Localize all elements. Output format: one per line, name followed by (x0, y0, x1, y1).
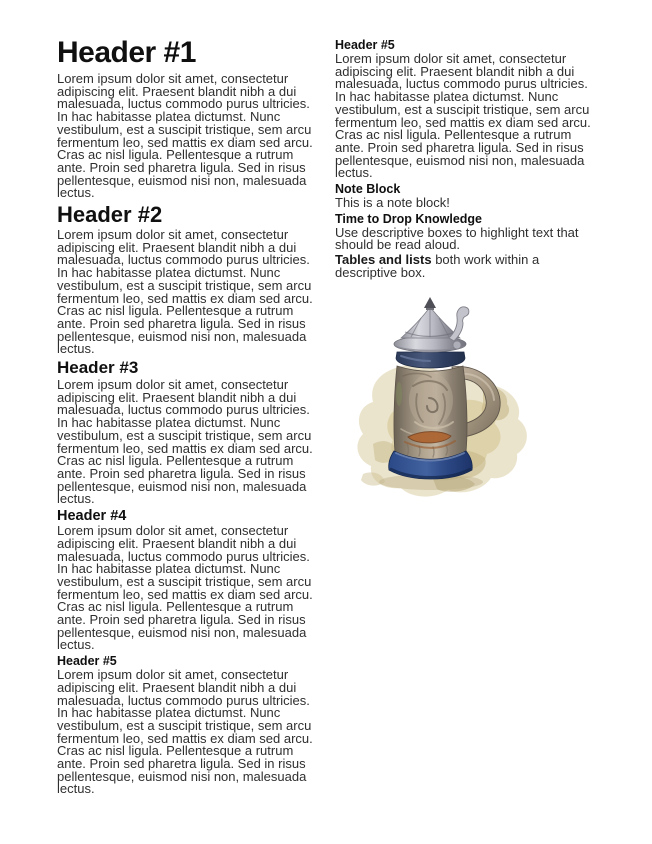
tables-note-text (335, 254, 602, 279)
paragraph-lorem-6: Lorem ipsum dolor sit amet, consectetur adipiscing elit. Praesent blandit nibh a dui malesuada, luctus commodo purus ultricies. In hac habitasse platea dictumst. Nunc vestibulum, est a suscipit tristique, sem arcu fermentum leo, sed mattis ex diam sed arcu. Cras ac nisl ligula. Pellentesque a rutrum ante. Proin sed pharetra ligula. Sed in risus pellentesque, euismod nisi non, malesuada lectus. (335, 51, 591, 181)
paragraph-lorem-2: Lorem ipsum dolor sit amet, consectetur adipiscing elit. Praesent blandit nibh a dui malesuada, luctus commodo purus ultricies. In hac habitasse platea dictumst. Nunc vestibulum, est a suscipit tristique, sem arcu fermentum leo, sed mattis ex diam sed arcu. Cras ac nisl ligula. Pellentesque a rutrum ante. Proin sed pharetra ligula. Sed in risus pellentesque, euismod nisi non, malesuada lectus. (57, 227, 313, 357)
paragraph-lorem-3: Lorem ipsum dolor sit amet, consectetur adipiscing elit. Praesent blandit nibh a dui malesuada, luctus commodo purus ultricies. In hac habitasse platea dictumst. Nunc vestibulum, est a suscipit tristique, sem arcu fermentum leo, sed mattis ex diam sed arcu. Cras ac nisl ligula. Pellentesque a rutrum ante. Proin sed pharetra ligula. Sed in risus pellentesque, euismod nisi non, malesuada lectus. (57, 377, 313, 507)
paragraph-lorem-4: Lorem ipsum dolor sit amet, consectetur adipiscing elit. Praesent blandit nibh a dui malesuada, luctus commodo purus ultricies. In hac habitasse platea dictumst. Nunc vestibulum, est a suscipit tristique, sem arcu fermentum leo, sed mattis ex diam sed arcu. Cras ac nisl ligula. Pellentesque a rutrum ante. Proin sed pharetra ligula. Sed in risus pellentesque, euismod nisi non, malesuada lectus. (57, 523, 313, 653)
heading-level-5: Header #5 (57, 654, 117, 669)
heading-level-1: Header #1 (57, 36, 196, 69)
left-column (57, 36, 324, 798)
heading-level-5: Header #5 (335, 38, 395, 52)
knowledge-block-text: Use descriptive boxes to highlight text that should be read aloud. (335, 224, 579, 253)
lid-finial (424, 297, 436, 308)
tables-note-rest: both work within a descriptive box. (335, 252, 540, 280)
note-block-text: This is a note block! (335, 195, 450, 211)
heading-level-4: Header #4 (57, 508, 127, 525)
paragraph-lorem-5: Lorem ipsum dolor sit amet, consectetur adipiscing elit. Praesent blandit nibh a dui malesuada, luctus commodo purus ultricies. In hac habitasse platea dictumst. Nunc vestibulum, est a suscipit tristique, sem arcu fermentum leo, sed mattis ex diam sed arcu. Cras ac nisl ligula. Pellentesque a rutrum ante. Proin sed pharetra ligula. Sed in risus pellentesque, euismod nisi non, malesuada lectus. (57, 667, 313, 797)
knowledge-block-heading: Time to Drop Knowledge (335, 211, 482, 226)
heading-level-3: Header #3 (57, 358, 139, 378)
note-block-heading: Note Block (335, 182, 401, 197)
stein-body (394, 366, 467, 460)
right-column (335, 36, 602, 509)
tables-note-bold: Tables and lists (335, 252, 432, 268)
paragraph-lorem-1: Lorem ipsum dolor sit amet, consectetur adipiscing elit. Praesent blandit nibh a dui malesuada, luctus commodo purus ultricies. In hac habitasse platea dictumst. Nunc vestibulum, est a suscipit tristique, sem arcu fermentum leo, sed mattis ex diam sed arcu. Cras ac nisl ligula. Pellentesque a rutrum ante. Proin sed pharetra ligula. Sed in risus pellentesque, euismod nisi non, malesuada lectus. (57, 71, 313, 201)
heading-level-2: Header #2 (57, 202, 163, 228)
beer-stein-illustration (333, 294, 628, 509)
beer-stein-svg (333, 294, 628, 509)
neck-band (396, 352, 465, 368)
